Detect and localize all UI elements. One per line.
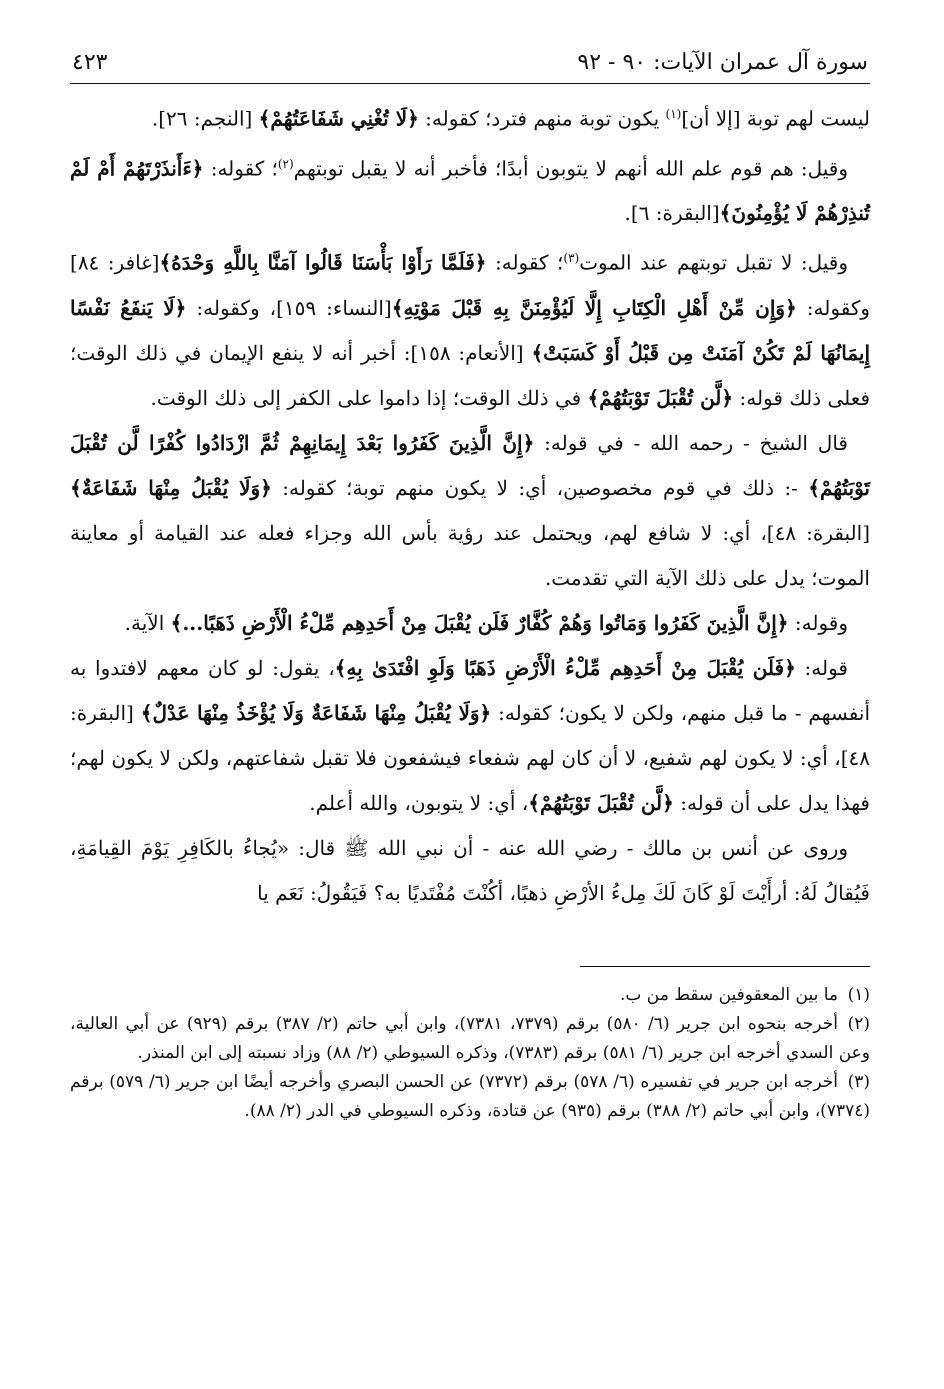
text-segment: -: ذلك في قوم مخصوصين، أي: لا يكون منهم توبة؛ كقوله: [271, 475, 809, 500]
main-text [70, 92, 870, 916]
text-segment: وقيل: هم قوم علم الله أنهم لا يتوبون أبدًا؛ فأخبر أنه لا يقبل توبتهم [293, 156, 848, 181]
paragraph [70, 601, 870, 646]
text-segment: قوله: [795, 655, 848, 680]
paragraph [70, 236, 870, 421]
quran-quote: ﴿وَإِن مِّنْ أَهْلِ الْكِتَابِ إِلَّا لَيُؤْمِنَنَّ بِهِ قَبْلَ مَوْتِهِ﴾ [391, 295, 797, 320]
text-segment: وروى عن أنس بن مالك - رضي الله عنه - أن نبي الله ﷺ قال: «يُجاءُ بالكَافِرِ يَوْمَ القِيامَةِ، فَيُقالُ لَهُ: أرأَيْتَ لَوْ كَانَ لَكَ مِلءُ الأرْضِ ذهبًا، أكُنْتَ مُفْتَديًا به؟ فَيَقُولُ: نَعَم يا [70, 835, 870, 905]
quran-quote: ﴿ءَأَنذَرْتَهُمْ أَمْ لَمْ تُنذِرْهُمْ لَا يُؤْمِنُونَ﴾ [70, 156, 870, 226]
text-segment: [البقرة: ٦]. [624, 201, 720, 226]
footnote-2 [70, 1010, 870, 1068]
text-segment: في ذلك الوقت؛ إذا داموا على الكفر إلى ذلك الوقت. [150, 385, 588, 410]
paragraph [70, 646, 870, 826]
quran-quote: ﴿لَّن تُقْبَلَ تَوْبَتُهُمْ﴾ [528, 790, 674, 815]
text-segment: ، يقول: لو كان معهم لافتدوا به أنفسهم - ما قبل منهم، ولكن لا يكون؛ كقوله: [70, 655, 870, 725]
book-page [70, 50, 870, 1126]
text-segment: [النساء: ١٥٩]، وكقوله: [186, 295, 392, 320]
text-segment: وقوله: [788, 610, 848, 635]
paragraph [70, 421, 870, 601]
page-number: ٤٢٣ [72, 50, 108, 75]
footnote-number: (٢) [847, 1013, 871, 1034]
text-segment: [البقرة: ٤٨]، أي: لا شافع لهم، ويحتمل عند رؤية بأس الله وجزاء فعله عند القيامة أو معاينة الموت؛ يدل على ذلك الآية التي تقدمت. [70, 520, 870, 590]
quran-quote: ﴿وَلَا يُقْبَلُ مِنْهَا شَفَاعَةٌ﴾ [70, 475, 272, 500]
paragraph [70, 826, 870, 916]
text-segment: وقيل: لا تقبل توبتهم عند الموت [579, 250, 848, 275]
quran-quote: ﴿فَلَن يُقْبَلَ مِنْ أَحَدِهِم مِّلْءُ الْأَرْضِ ذَهَبًا وَلَوِ افْتَدَىٰ بِهِ﴾ [334, 655, 796, 680]
surah-title: سورة آل عمران الآيات: ٩٠ - ٩٢ [577, 50, 868, 75]
text-segment: الآية. [124, 610, 171, 635]
quran-quote: ﴿إِنَّ الَّذِينَ كَفَرُوا وَمَاتُوا وَهُمْ كُفَّارٌ فَلَن يُقْبَلَ مِنْ أَحَدِهِم مِّلْءُ الْأَرْضِ ذَهَبًا...﴾ [170, 610, 789, 635]
quran-quote: ﴿لَا تُغْنِي شَفَاعَتُهُمْ﴾ [258, 106, 419, 131]
quran-quote: ﴿لَّن تُقْبَلَ تَوْبَتُهُمْ﴾ [587, 385, 734, 410]
footnote-1 [70, 981, 870, 1010]
quran-quote: ﴿وَلَا يُقْبَلُ مِنْهَا شَفَاعَةٌ وَلَا يُؤْخَذُ مِنْهَا عَدْلٌ﴾ [140, 700, 492, 725]
text-segment: ليست لهم توبة [إلا أن] [681, 106, 870, 131]
text-segment: ؛ كقوله: [203, 156, 278, 181]
footnote-text: أخرجه ابن جرير في تفسيره (٦/ ٥٧٨) برقم (٧٣٧٢) عن الحسن البصري وأخرجه أيضًا ابن جرير (٦/ ٥٧٩) برقم (٧٣٧٤)، وابن أبي حاتم (٢/ ٣٨٨) برقم (٩٣٥) عن قتادة، وذكره السيوطي في الدر (٢/ ٨٨). [70, 1071, 870, 1121]
footnote-number: (١) [847, 984, 870, 1005]
footnote-ref: (١) [665, 107, 682, 121]
paragraph [70, 92, 870, 142]
text-segment: ؛ كقوله: [486, 250, 564, 275]
footnote-separator [580, 966, 870, 967]
text-segment: قال الشيخ - رحمه الله - في قوله: [534, 430, 848, 455]
footnote-3 [70, 1068, 870, 1126]
text-segment: [الأنعام: ١٥٨]: أخبر أنه لا ينفع الإيمان في ذلك الوقت؛ فعلى ذلك قوله: [70, 340, 870, 410]
text-segment: [البقرة: ٤٨]، أي: لا يكون لهم شفيع، لا أن كان لهم شفعاء فيشفعون فلا تقبل شفاعتهم، ولكن لا يكون لهم؛ فهذا يدل على أن قوله: [70, 700, 870, 815]
paragraph [70, 142, 870, 237]
text-segment: ، أي: لا يتوبون، والله أعلم. [309, 790, 529, 815]
text-segment: [غافر: ٨٤] وكقوله: [70, 250, 870, 320]
text-segment: [النجم: ٢٦]. [151, 106, 259, 131]
footnotes [70, 981, 870, 1126]
footnote-number: (٣) [847, 1071, 870, 1092]
running-header [70, 50, 870, 84]
quran-quote: ﴿لَا يَنفَعُ نَفْسًا إِيمَانُهَا لَمْ تَكُنْ آمَنَتْ مِن قَبْلُ أَوْ كَسَبَتْ﴾ [70, 295, 871, 365]
quran-quote: ﴿إِنَّ الَّذِينَ كَفَرُوا بَعْدَ إِيمَانِهِمْ ثُمَّ ازْدَادُوا كُفْرًا لَّن تُقْبَلَ تَوْبَتُهُمْ﴾ [70, 430, 870, 500]
footnote-text: ما بين المعقوفين سقط من ب. [619, 984, 838, 1005]
quran-quote: ﴿فَلَمَّا رَأَوْا بَأْسَنَا قَالُوا آمَنَّا بِاللَّهِ وَحْدَهُ﴾ [159, 250, 487, 275]
text-segment: يكون توبة منهم فترد؛ كقوله: [418, 106, 666, 131]
footnote-ref: (٢) [277, 156, 294, 171]
footnote-ref: (٣) [563, 251, 580, 266]
footnote-text: أخرجه بنحوه ابن جرير (٦/ ٥٨٠) برقم (٧٣٧٩، ٧٣٨١)، وابن أبي حاتم (٢/ ٣٨٧) برقم (٩٢٩) عن أبي العالية، وعن السدي أخرجه ابن جرير (٦/ ٥٨١) برقم (٧٣٨٣)، وذكره السيوطي (٢/ ٨٨) وزاد نسبته إلى ابن المنذر. [70, 1013, 870, 1063]
